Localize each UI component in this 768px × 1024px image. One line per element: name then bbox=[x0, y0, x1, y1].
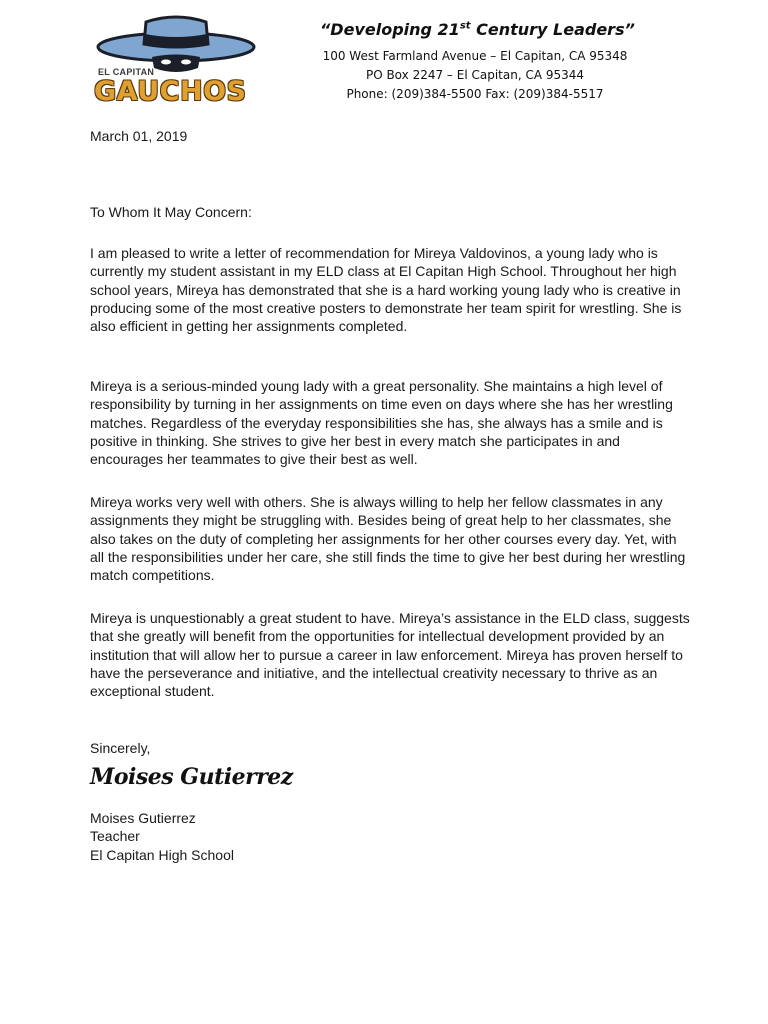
paragraph-2: Mireya is a serious-minded young lady with a great personality. She maintains a high level of responsibility by turning in her assignments on time even on days where she has her wrestling matches. Regardless of the everyday responsibilities she has, she always has a smile and is positive in thinking. She strives to give her best in every match she participates in and encourages her teammates to give their best as well. bbox=[90, 378, 673, 468]
salutation: To Whom It May Concern: bbox=[90, 204, 252, 220]
handwritten-signature: Moises Gutierrez bbox=[90, 764, 293, 790]
logo-subtitle: EL CAPITAN bbox=[98, 67, 155, 77]
motto-superscript: st bbox=[459, 20, 471, 32]
logo-wordmark: GAUCHOS bbox=[94, 76, 247, 107]
phone-line: Phone: (209)384-5500 Fax: (209)384-5517 bbox=[346, 87, 604, 101]
address-line-2: PO Box 2247 – El Capitan, CA 95344 bbox=[365, 68, 585, 82]
school-logo bbox=[90, 10, 262, 112]
signer-organization: El Capitan High School bbox=[90, 847, 234, 863]
closing: Sincerely, bbox=[90, 740, 151, 756]
paragraph-3: Mireya works very well with others. She is always willing to help her fellow classmates in any assignments they might be struggling with. Besides being of great help to her classmates, she also takes on the duty of completing her assignments for her other courses every day. Yet, with all the responsibilities under her care, she still finds the time to give her best during her wrestling match competitions. bbox=[90, 494, 686, 584]
address-line-1: 100 West Farmland Avenue – El Capitan, CA 95348 bbox=[322, 49, 628, 63]
signer-name: Moises Gutierrez bbox=[90, 810, 196, 826]
letterhead bbox=[0, 0, 768, 120]
paragraph-1: I am pleased to write a letter of recommendation for Mireya Valdovinos, a young lady who is currently my student assistant in my ELD class at El Capitan High School. Throughout her high school years, Mireya has demonstrated that she is a hard working young lady who is creative in producing some of the most creative posters to demonstrate her team spirit for wrestling. She is also efficient in getting her assignments completed. bbox=[90, 245, 682, 335]
school-motto bbox=[320, 20, 635, 39]
letterhead-info bbox=[320, 20, 635, 104]
letter-date: March 01, 2019 bbox=[90, 128, 188, 144]
motto-text: “Developing 21 bbox=[320, 20, 460, 39]
signer-title: Teacher bbox=[90, 828, 140, 844]
motto-text-end: Century Leaders” bbox=[470, 20, 635, 39]
paragraph-4: Mireya is unquestionably a great student to have. Mireya’s assistance in the ELD class, suggests that she greatly will benefit from the opportunities for intellectual development provided by an institution that will allow her to pursue a career in law enforcement. Mireya has proven herself to have the perseverance and initiative, and the intellectual creativity necessary to thrive as an exceptional student. bbox=[90, 610, 690, 700]
